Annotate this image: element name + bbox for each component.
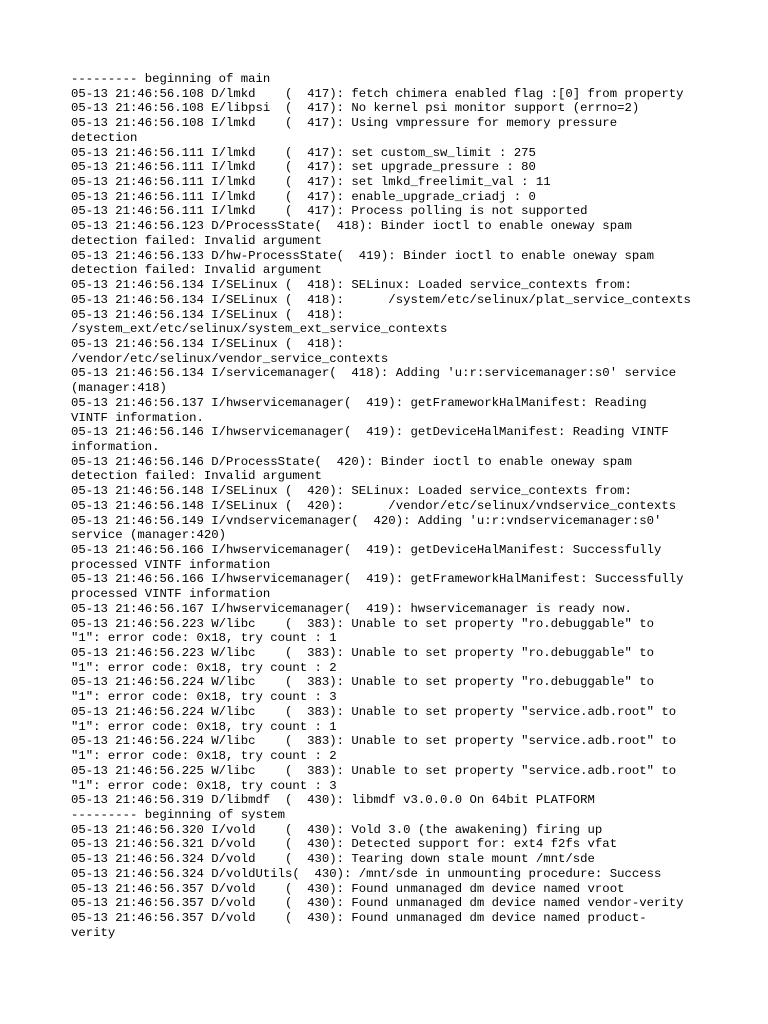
log-line: 05-13 21:46:56.123 D/ProcessState( 418): Binder ioctl to enable oneway spam bbox=[71, 219, 632, 234]
log-line: detection failed: Invalid argument bbox=[71, 233, 322, 248]
log-line: 05-13 21:46:56.111 I/lmkd ( 417): set lmkd_freelimit_val : 11 bbox=[71, 175, 551, 190]
log-line: 05-13 21:46:56.224 W/libc ( 383): Unable to set property "ro.debuggable" to bbox=[71, 675, 654, 690]
log-line: 05-13 21:46:56.134 I/SELinux ( 418): /system/etc/selinux/plat_service_contexts bbox=[71, 292, 691, 307]
logcat-text bbox=[71, 72, 711, 940]
log-line: 05-13 21:46:56.111 I/lmkd ( 417): set custom_sw_limit : 275 bbox=[71, 145, 536, 160]
log-line: "1": error code: 0x18, try count : 1 bbox=[71, 631, 337, 646]
log-line: verity bbox=[71, 925, 116, 940]
log-line: 05-13 21:46:56.134 I/SELinux ( 418): bbox=[71, 336, 345, 351]
log-line: "1": error code: 0x18, try count : 3 bbox=[71, 690, 337, 705]
log-line: 05-13 21:46:56.166 I/hwservicemanager( 419): getFrameworkHalManifest: Successfully bbox=[71, 572, 684, 587]
log-line: /system_ext/etc/selinux/system_ext_service_contexts bbox=[71, 322, 448, 337]
log-line: 05-13 21:46:56.223 W/libc ( 383): Unable to set property "ro.debuggable" to bbox=[71, 616, 654, 631]
log-line: 05-13 21:46:56.320 I/vold ( 430): Vold 3.0 (the awakening) firing up bbox=[71, 822, 603, 837]
log-line: 05-13 21:46:56.108 E/libpsi ( 417): No kernel psi monitor support (errno=2) bbox=[71, 101, 640, 116]
log-line: /vendor/etc/selinux/vendor_service_contexts bbox=[71, 351, 389, 366]
log-line: 05-13 21:46:56.111 I/lmkd ( 417): Process polling is not supported bbox=[71, 204, 588, 219]
log-line: VINTF information. bbox=[71, 410, 204, 425]
log-line: 05-13 21:46:56.148 I/SELinux ( 420): SELinux: Loaded service_contexts from: bbox=[71, 484, 632, 499]
log-line: --------- beginning of system bbox=[71, 807, 286, 822]
log-line: 05-13 21:46:56.108 I/lmkd ( 417): Using vmpressure for memory pressure bbox=[71, 116, 618, 131]
log-line: 05-13 21:46:56.166 I/hwservicemanager( 419): getDeviceHalManifest: Successfully bbox=[71, 543, 662, 557]
log-line: 05-13 21:46:56.108 D/lmkd ( 417): fetch chimera enabled flag :[0] from property bbox=[71, 86, 684, 101]
log-line: service (manager:420) bbox=[71, 528, 226, 543]
log-line: 05-13 21:46:56.223 W/libc ( 383): Unable to set property "ro.debuggable" to bbox=[71, 646, 654, 661]
log-line: 05-13 21:46:56.324 D/voldUtils( 430): /mnt/sde in unmounting procedure: Success bbox=[71, 866, 662, 881]
log-line: 05-13 21:46:56.148 I/SELinux ( 420): /vendor/etc/selinux/vndservice_contexts bbox=[71, 498, 677, 513]
log-line: 05-13 21:46:56.225 W/libc ( 383): Unable to set property "service.adb.root" to bbox=[71, 763, 677, 778]
log-line: information. bbox=[71, 439, 160, 454]
log-line: "1": error code: 0x18, try count : 3 bbox=[71, 778, 337, 793]
log-line: 05-13 21:46:56.167 I/hwservicemanager( 419): hwservicemanager is ready now. bbox=[71, 601, 632, 616]
log-line: "1": error code: 0x18, try count : 2 bbox=[71, 749, 337, 764]
log-line: 05-13 21:46:56.224 W/libc ( 383): Unable to set property "service.adb.root" to bbox=[71, 704, 677, 719]
log-line: "1": error code: 0x18, try count : 1 bbox=[71, 719, 337, 734]
log-line: 05-13 21:46:56.357 D/vold ( 430): Found unmanaged dm device named vendor-verity bbox=[71, 896, 684, 911]
log-line: 05-13 21:46:56.357 D/vold ( 430): Found unmanaged dm device named product- bbox=[71, 910, 647, 925]
log-line: 05-13 21:46:56.137 I/hwservicemanager( 419): getFrameworkHalManifest: Reading bbox=[71, 395, 647, 410]
log-line: 05-13 21:46:56.134 I/SELinux ( 418): bbox=[71, 307, 345, 322]
log-line: 05-13 21:46:56.134 I/servicemanager( 418): Adding 'u:r:servicemanager:s0' service bbox=[71, 366, 677, 381]
log-line: 05-13 21:46:56.357 D/vold ( 430): Found unmanaged dm device named vroot bbox=[71, 881, 625, 896]
log-line: 05-13 21:46:56.324 D/vold ( 430): Tearing down stale mount /mnt/sde bbox=[71, 852, 595, 867]
log-line: processed VINTF information bbox=[71, 587, 271, 602]
log-line: 05-13 21:46:56.111 I/lmkd ( 417): set upgrade_pressure : 80 bbox=[71, 160, 536, 175]
log-line: processed VINTF information bbox=[71, 557, 271, 572]
log-line: (manager:418) bbox=[71, 381, 167, 396]
log-line: "1": error code: 0x18, try count : 2 bbox=[71, 660, 337, 675]
log-line: 05-13 21:46:56.224 W/libc ( 383): Unable to set property "service.adb.root" to bbox=[71, 734, 677, 749]
log-line: --------- beginning of main bbox=[71, 72, 271, 86]
log-line: 05-13 21:46:56.149 I/vndservicemanager( 420): Adding 'u:r:vndservicemanager:s0' bbox=[71, 513, 662, 528]
log-line: 05-13 21:46:56.134 I/SELinux ( 418): SELinux: Loaded service_contexts from: bbox=[71, 278, 632, 293]
log-line: detection failed: Invalid argument bbox=[71, 263, 322, 278]
log-line: detection failed: Invalid argument bbox=[71, 469, 322, 484]
log-line: detection bbox=[71, 130, 138, 145]
log-line: 05-13 21:46:56.111 I/lmkd ( 417): enable_upgrade_criadj : 0 bbox=[71, 189, 536, 204]
log-line: 05-13 21:46:56.146 D/ProcessState( 420): Binder ioctl to enable oneway spam bbox=[71, 454, 632, 469]
log-line: 05-13 21:46:56.133 D/hw-ProcessState( 419): Binder ioctl to enable oneway spam bbox=[71, 248, 654, 263]
log-line: 05-13 21:46:56.321 D/vold ( 430): Detected support for: ext4 f2fs vfat bbox=[71, 837, 618, 852]
log-line: 05-13 21:46:56.319 D/libmdf ( 430): libmdf v3.0.0.0 On 64bit PLATFORM bbox=[71, 793, 595, 808]
log-line: 05-13 21:46:56.146 I/hwservicemanager( 419): getDeviceHalManifest: Reading VINTF bbox=[71, 425, 669, 440]
